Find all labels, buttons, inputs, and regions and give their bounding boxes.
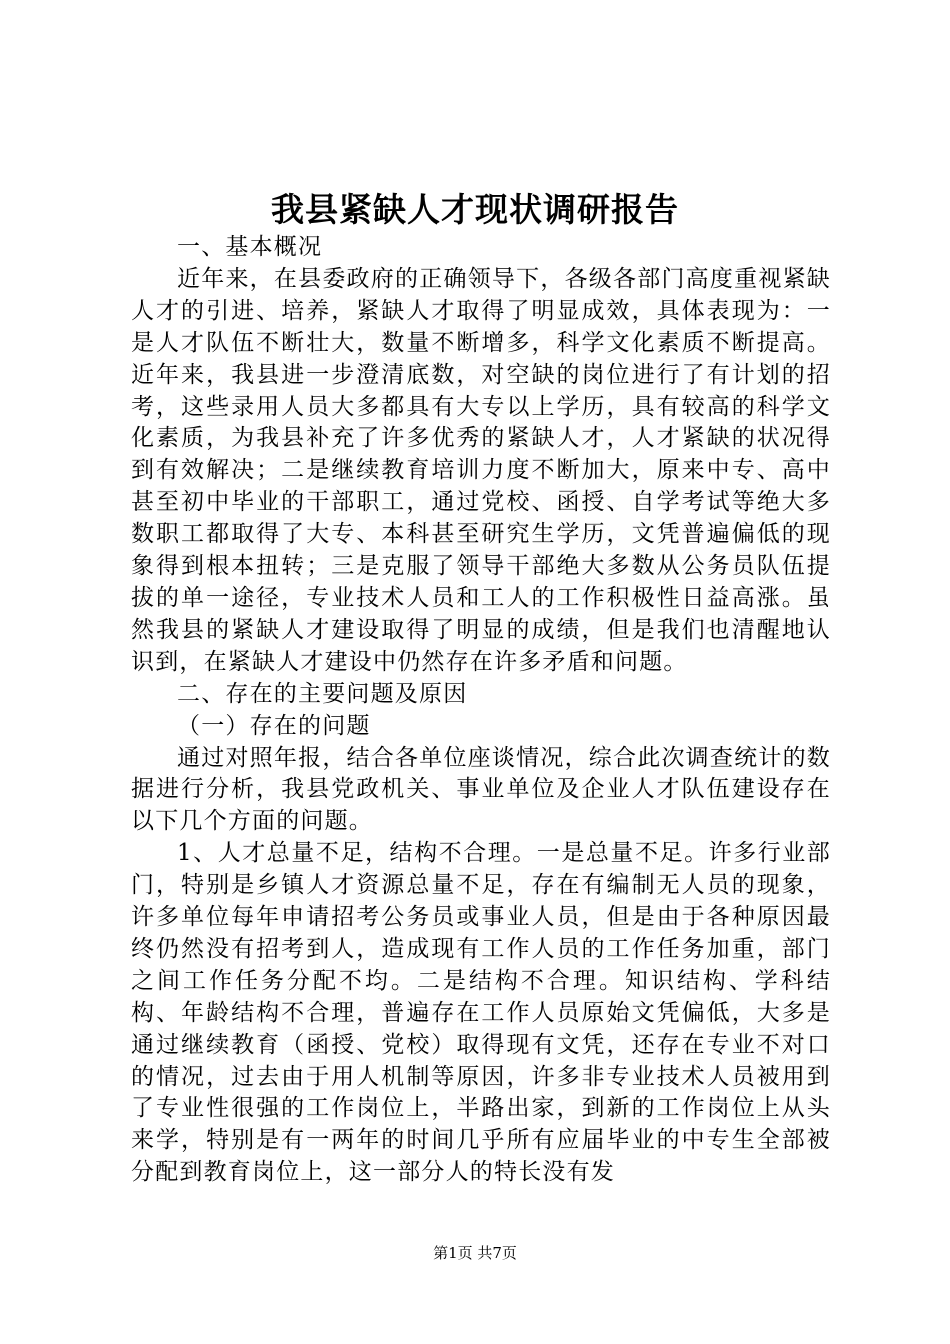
paragraph-talent-shortage: 1、人才总量不足，结构不合理。一是总量不足。许多行业部门，特别是乡镇人才资源总量不足，存在有编制无人员的现象，许多单位每年申请招考公务员或事业人员，但是由于各种原因最终仍然没有招考到人，造成现有工作人员的工作任务加重，部门之间工作任务分配不均。二是结构不合理。知识结构、学科结构、年龄结构不合理，普遍存在工作人员原始文凭偏低，大多是通过继续教育（函授、党校）取得现有文凭，还存在专业不对口的情况，过去由于用人机制等原因，许多非专业技术人员被用到了专业性很强的工作岗位上，半路出家，到新的工作岗位上从头来学，特别是有一两年的时间几乎所有应届毕业的中专生全部被分配到教育岗位上，这一部分人的特长没有发: [131, 840, 831, 1186]
paragraph-overview: 近年来，在县委政府的正确领导下，各级各部门高度重视紧缺人才的引进、培养，紧缺人才取得了明显成效，具体表现为：一是人才队伍不断壮大，数量不断增多，科学文化素质不断提高。近年来，我县进一步澄清底数，对空缺的岗位进行了有计划的招考，这些录用人员大多都具有大专以上学历，具有较高的科学文化素质，为我县补充了许多优秀的紧缺人才，人才紧缺的状况得到有效解决；二是继续教育培训力度不断加大，原来中专、高中甚至初中毕业的干部职工，通过党校、函授、自学考试等绝大多数职工都取得了大专、本科甚至研究生学历，文凭普遍偏低的现象得到根本扭转；三是克服了领导干部绝大多数从公务员队伍提拔的单一途径，专业技术人员和工人的工作积极性日益高涨。虽然我县的紧缺人才建设取得了明显的成绩，但是我们也清醒地认识到，在紧缺人才建设中仍然存在许多矛盾和问题。: [131, 265, 831, 675]
subsection-heading-issues: （一）存在的问题: [177, 712, 371, 739]
section-heading-problems: 二、存在的主要问题及原因: [177, 680, 468, 707]
section-heading-overview: 一、基本概况: [177, 234, 323, 260]
document-title: 我县紧缺人才现状调研报告: [271, 190, 679, 229]
page-number-footer: 第1页 共7页: [433, 1244, 517, 1262]
paragraph-issues-intro: 通过对照年报，结合各单位座谈情况，综合此次调查统计的数据进行分析，我县党政机关、事业单位及企业人才队伍建设存在以下几个方面的问题。: [131, 744, 831, 835]
document-body: [131, 232, 831, 1189]
